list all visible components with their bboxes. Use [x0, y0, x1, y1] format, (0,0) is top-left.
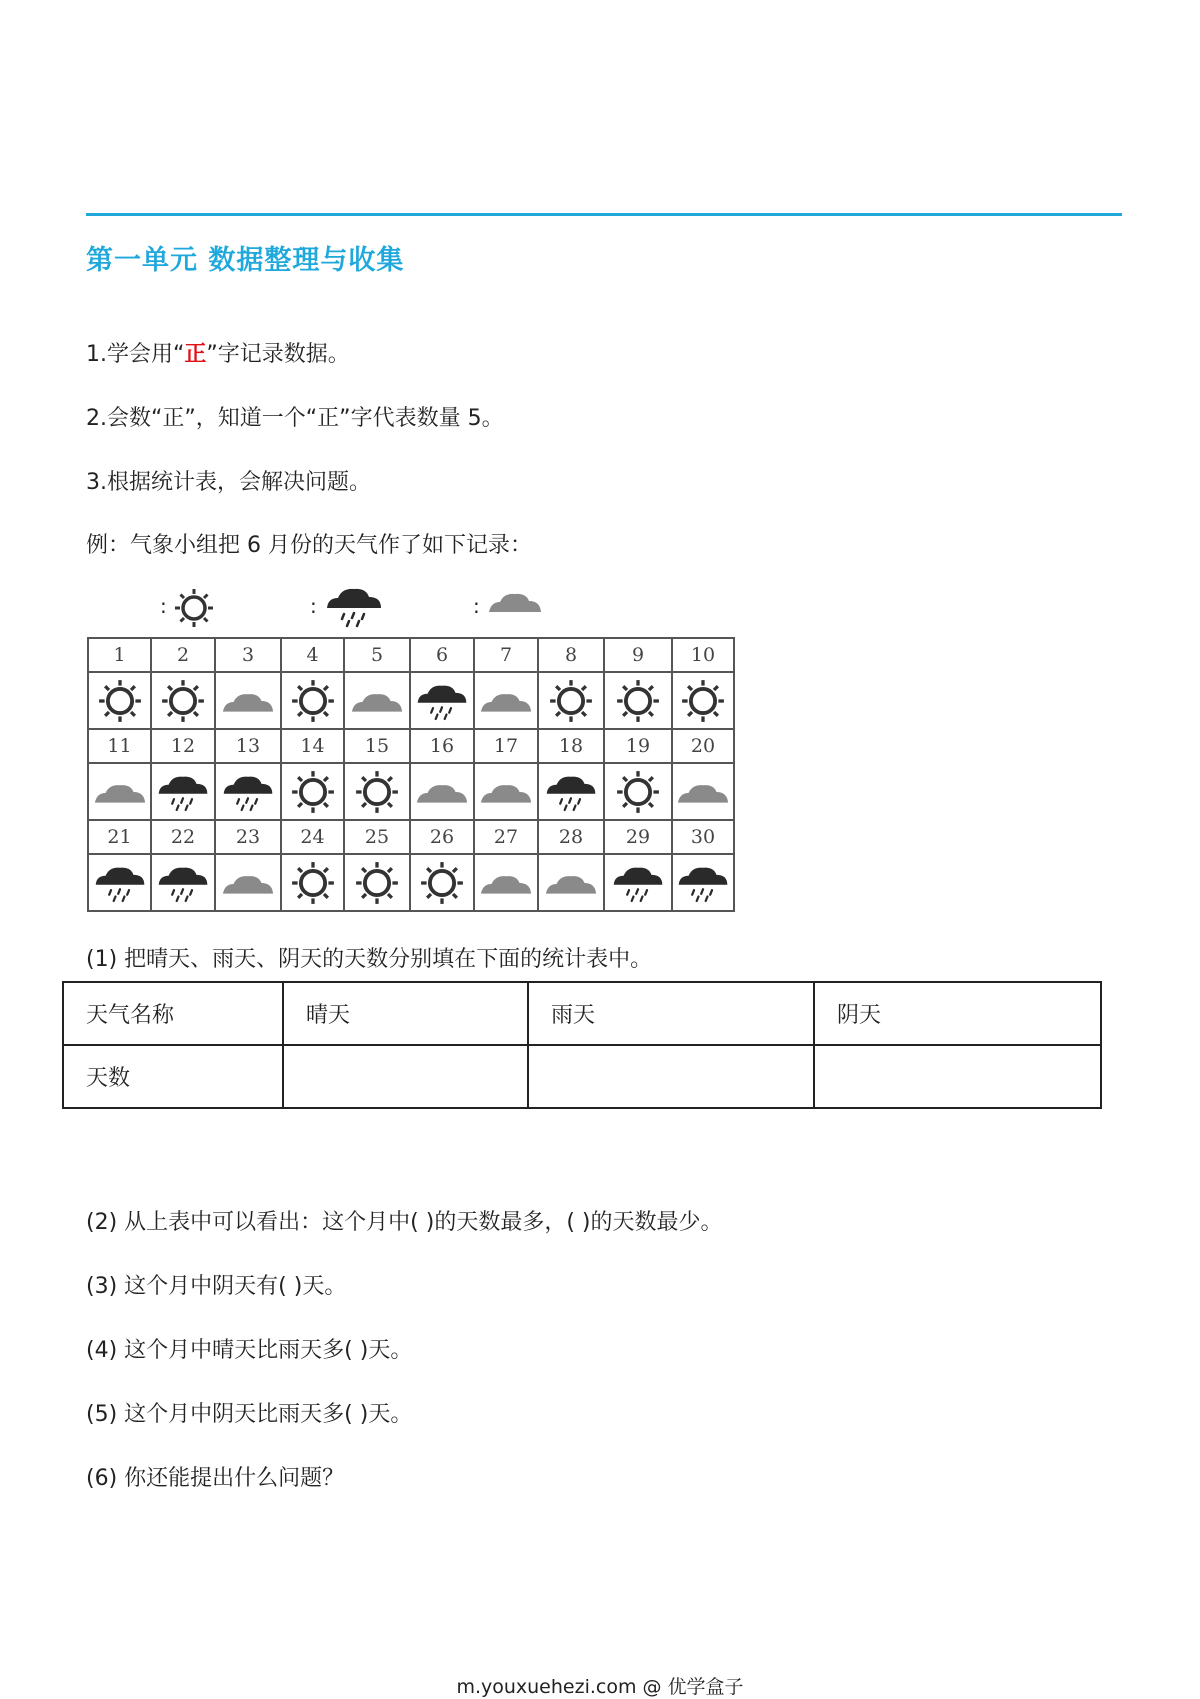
- calendar-weather-cell: [672, 763, 734, 820]
- calendar-day-number: 13: [215, 729, 281, 763]
- calendar-weather-cell: [474, 763, 538, 820]
- calendar-weather-cell: [215, 763, 281, 820]
- calendar-day-number: 20: [672, 729, 734, 763]
- stat-row-label-days: 天数: [63, 1045, 283, 1108]
- calendar-weather-cell: [281, 672, 344, 729]
- question-6: (6) 你还能提出什么问题？: [86, 1466, 345, 1491]
- calendar-day-row: [88, 638, 734, 672]
- calendar-weather-cell: [88, 854, 151, 911]
- calendar-day-number: 2: [151, 638, 215, 672]
- rain-cloud-icon: [611, 863, 665, 903]
- calendar-day-number: 6: [410, 638, 474, 672]
- calendar-weather-cell: [151, 854, 215, 911]
- stat-cell-sunny-days[interactable]: [283, 1045, 528, 1108]
- sun-icon: [174, 588, 214, 628]
- footer-watermark: m.youxuehezi.com @ 优学盒子: [456, 1676, 744, 1698]
- calendar-day-number: 4: [281, 638, 344, 672]
- question-2: (2) 从上表中可以看出：这个月中( )的天数最多，( )的天数最少。: [86, 1210, 723, 1235]
- stat-header-weather-name: 天气名称: [63, 982, 283, 1045]
- overcast-icon: [479, 686, 533, 716]
- legend-cloudy-colon: :: [473, 594, 480, 618]
- calendar-day-number: 21: [88, 820, 151, 854]
- overcast-icon: [479, 777, 533, 807]
- sun-icon: [616, 679, 660, 723]
- calendar-day-number: 9: [604, 638, 672, 672]
- objective-1: [86, 337, 350, 368]
- calendar-weather-row: [88, 854, 734, 911]
- calendar-day-number: 23: [215, 820, 281, 854]
- calendar-weather-cell: [88, 763, 151, 820]
- weather-calendar: [87, 637, 735, 912]
- calendar-weather-cell: [474, 854, 538, 911]
- calendar-day-number: 27: [474, 820, 538, 854]
- legend-rainy-colon: :: [310, 594, 317, 618]
- stat-values-row: [63, 1045, 1101, 1108]
- calendar-day-row: [88, 729, 734, 763]
- sun-icon: [355, 861, 399, 905]
- header-rule: [86, 213, 1122, 216]
- stat-header-cloudy: 阴天: [814, 982, 1101, 1045]
- overcast-icon: [487, 586, 543, 616]
- rain-cloud-icon: [544, 772, 598, 812]
- calendar-weather-row: [88, 763, 734, 820]
- legend-sunny-colon: :: [160, 594, 167, 618]
- calendar-weather-cell: [672, 672, 734, 729]
- calendar-weather-row: [88, 672, 734, 729]
- calendar-day-number: 30: [672, 820, 734, 854]
- stat-header-row: [63, 982, 1101, 1045]
- calendar-day-number: 14: [281, 729, 344, 763]
- calendar-day-number: 24: [281, 820, 344, 854]
- calendar-weather-cell: [538, 763, 604, 820]
- unit-title: 第一单元 数据整理与收集: [86, 245, 405, 276]
- overcast-icon: [676, 777, 730, 807]
- overcast-icon: [544, 868, 598, 898]
- rain-cloud-icon: [156, 772, 210, 812]
- example-intro: 例：气象小组把 6 月份的天气作了如下记录：: [86, 533, 532, 558]
- calendar-day-number: 5: [344, 638, 410, 672]
- stat-header-sunny: 晴天: [283, 982, 528, 1045]
- calendar-day-number: 16: [410, 729, 474, 763]
- calendar-weather-cell: [474, 672, 538, 729]
- stat-cell-rainy-days[interactable]: [528, 1045, 814, 1108]
- calendar-day-number: 11: [88, 729, 151, 763]
- overcast-icon: [93, 777, 147, 807]
- rain-cloud-icon: [324, 584, 384, 628]
- objective-3: 3.根据统计表，会解决问题。: [86, 470, 371, 495]
- objective-1-prefix: 1.学会用“: [86, 342, 185, 367]
- calendar-weather-cell: [215, 854, 281, 911]
- sun-icon: [549, 679, 593, 723]
- rain-cloud-icon: [415, 681, 469, 721]
- sun-icon: [291, 679, 335, 723]
- question-1: (1) 把晴天、雨天、阴天的天数分别填在下面的统计表中。: [86, 947, 653, 972]
- calendar-day-number: 3: [215, 638, 281, 672]
- sun-icon: [291, 770, 335, 814]
- calendar-weather-cell: [410, 763, 474, 820]
- calendar-weather-cell: [604, 672, 672, 729]
- calendar-weather-cell: [151, 763, 215, 820]
- calendar-day-number: 22: [151, 820, 215, 854]
- calendar-day-number: 26: [410, 820, 474, 854]
- calendar-day-number: 15: [344, 729, 410, 763]
- calendar-day-row: [88, 820, 734, 854]
- question-4: (4) 这个月中晴天比雨天多( )天。: [86, 1338, 413, 1363]
- calendar-weather-cell: [410, 672, 474, 729]
- calendar-day-number: 18: [538, 729, 604, 763]
- calendar-weather-cell: [410, 854, 474, 911]
- calendar-weather-cell: [215, 672, 281, 729]
- overcast-icon: [350, 686, 404, 716]
- rain-cloud-icon: [93, 863, 147, 903]
- calendar-day-number: 1: [88, 638, 151, 672]
- rain-cloud-icon: [676, 863, 730, 903]
- calendar-weather-cell: [344, 854, 410, 911]
- calendar-day-number: 25: [344, 820, 410, 854]
- calendar-day-number: 7: [474, 638, 538, 672]
- calendar-weather-cell: [604, 854, 672, 911]
- overcast-icon: [221, 686, 275, 716]
- calendar-weather-cell: [281, 854, 344, 911]
- sun-icon: [681, 679, 725, 723]
- stat-cell-cloudy-days[interactable]: [814, 1045, 1101, 1108]
- sun-icon: [291, 861, 335, 905]
- calendar-weather-cell: [604, 763, 672, 820]
- calendar-day-number: 28: [538, 820, 604, 854]
- calendar-day-number: 10: [672, 638, 734, 672]
- calendar-weather-cell: [672, 854, 734, 911]
- objective-1-suffix: ”字记录数据。: [206, 342, 350, 367]
- calendar-weather-cell: [88, 672, 151, 729]
- stat-table: [62, 981, 1102, 1109]
- overcast-icon: [415, 777, 469, 807]
- sun-icon: [161, 679, 205, 723]
- calendar-weather-cell: [151, 672, 215, 729]
- calendar-weather-cell: [344, 672, 410, 729]
- calendar-day-number: 17: [474, 729, 538, 763]
- objective-2: 2.会数“正”，知道一个“正”字代表数量 5。: [86, 406, 504, 431]
- calendar-day-number: 29: [604, 820, 672, 854]
- calendar-day-number: 8: [538, 638, 604, 672]
- sun-icon: [98, 679, 142, 723]
- question-3: (3) 这个月中阴天有( )天。: [86, 1274, 347, 1299]
- calendar-weather-cell: [538, 672, 604, 729]
- sun-icon: [616, 770, 660, 814]
- calendar-day-number: 12: [151, 729, 215, 763]
- calendar-weather-cell: [281, 763, 344, 820]
- sun-icon: [355, 770, 399, 814]
- calendar-weather-cell: [538, 854, 604, 911]
- question-5: (5) 这个月中阴天比雨天多( )天。: [86, 1402, 413, 1427]
- objective-1-highlight: 正: [184, 342, 207, 367]
- calendar-weather-cell: [344, 763, 410, 820]
- stat-header-rainy: 雨天: [528, 982, 814, 1045]
- rain-cloud-icon: [221, 772, 275, 812]
- sun-icon: [420, 861, 464, 905]
- overcast-icon: [221, 868, 275, 898]
- overcast-icon: [479, 868, 533, 898]
- calendar-day-number: 19: [604, 729, 672, 763]
- rain-cloud-icon: [156, 863, 210, 903]
